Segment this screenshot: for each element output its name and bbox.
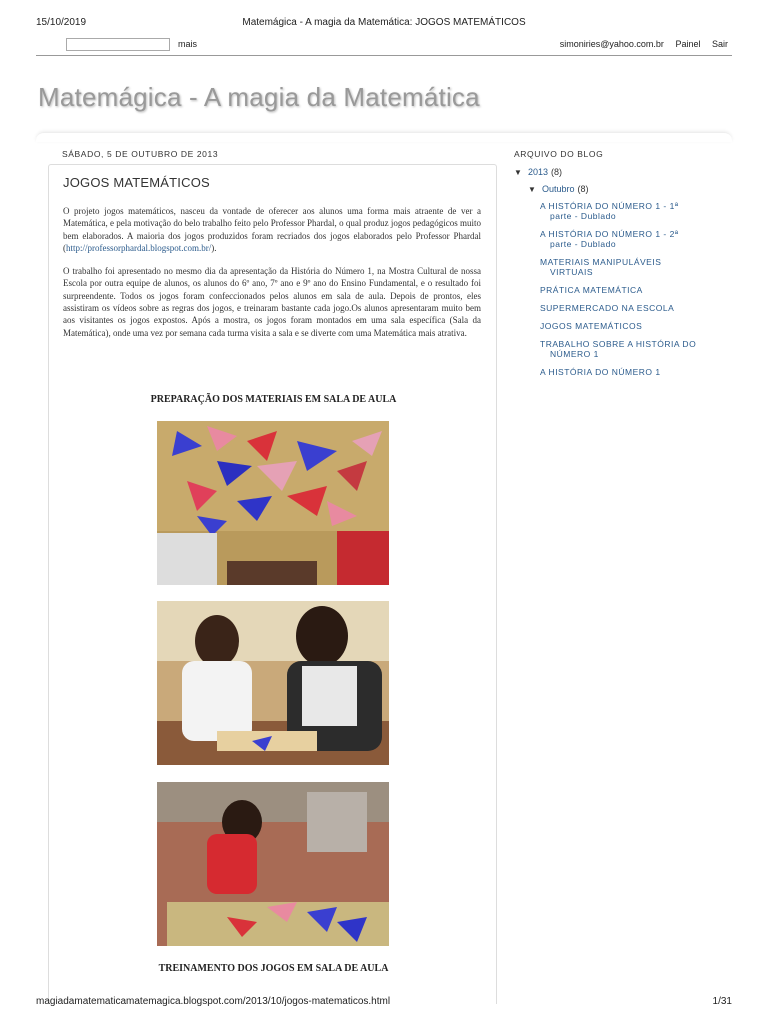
archive-post-link[interactable]: A HISTÓRIA DO NÚMERO 1 — [540, 367, 661, 377]
caption-training: TREINAMENTO DOS JOGOS EM SALA DE AULA — [158, 963, 389, 974]
photo-triangles-table — [157, 421, 389, 585]
post-body — [63, 205, 481, 350]
month-count: (8) — [577, 184, 589, 194]
year-count: (8) — [551, 167, 563, 177]
archive-post-link[interactable]: MATERIAIS MANIPULÁVEIS VIRTUAIS — [540, 257, 662, 277]
logout-link[interactable]: Sair — [711, 39, 728, 49]
post-paragraph-2: O trabalho foi apresentado no mesmo dia da apresentação da História do Número 1, na Mostra Cultural de nossa Escola por outra equipe de alunos, os alunos do 6º ano, 7º ano e 9º ano do Ensino Fundamental, e o resultado foi surpreendente. Todos os jogos foram confeccionados pelos alunos em sala de aula. Depois de prontos, eles assistiram os vídeos sobre as regras dos jogos, e treinaram bastante cada jogo.Os alunos apresentaram muito bem aos visitantes os jogos expostos. Após a mostra, os jogos foram montados em uma sala específica (Sala da Matemática), onde uma vez por semana cada turma visita a sala e se diverte com uma Matemática mais atrativa. — [63, 266, 481, 338]
photo-student-red-shirt — [157, 782, 389, 946]
user-email[interactable]: simoniries@yahoo.com.br — [559, 39, 664, 49]
archive-posts-list — [540, 201, 714, 377]
post-paragraph-1: O projeto jogos matemáticos, nasceu da vontade de oferecer aos alunos uma forma mais atraente de ver a Matemática, e pela motivação do belo trabalho feito pelo Professor Phardal, o qual produz jogos pedagógicos muito bem elaborados. A maioria dos jogos produzidos foram recriados dos jogos elaborados pelo Professor Phardal (http://professorphardal.blogspot.com.br/). — [63, 206, 481, 253]
archive-post-link[interactable]: SUPERMERCADO NA ESCOLA — [540, 303, 675, 313]
expand-arrow-icon[interactable]: ▼ — [514, 167, 522, 177]
post-title[interactable]: JOGOS MATEMÁTICOS — [63, 175, 210, 190]
archive-post-link[interactable]: A HISTÓRIA DO NÚMERO 1 - 1ª parte - Dublado — [540, 201, 679, 221]
post-container — [48, 164, 497, 1004]
photo-students-working — [157, 601, 389, 765]
archive-month-october[interactable] — [528, 184, 714, 194]
search-input[interactable] — [66, 38, 170, 51]
phardal-link[interactable]: http://professorphardal.blogspot.com.br/ — [66, 242, 212, 253]
caption-preparation: PREPARAÇÃO DOS MATERIAIS EM SALA DE AULA — [150, 394, 397, 405]
archive-year-2013[interactable] — [514, 167, 714, 177]
blog-title[interactable]: Matemágica - A magia da Matemática — [38, 82, 480, 112]
page-number: 1/31 — [712, 996, 732, 1007]
month-link[interactable]: Outubro — [542, 184, 575, 194]
print-title: Matemágica - A magia da Matemática: JOGOS MATEMÁTICOS — [242, 17, 526, 28]
sidebar-blog-archive — [514, 149, 714, 385]
content-border — [36, 132, 732, 142]
archive-post-link[interactable]: TRABALHO SOBRE A HISTÓRIA DO NÚMERO 1 — [540, 339, 697, 359]
navbar-user-area — [551, 39, 728, 49]
more-link[interactable]: mais — [178, 39, 198, 49]
dashboard-link[interactable]: Painel — [675, 39, 701, 49]
archive-heading: ARQUIVO DO BLOG — [514, 149, 604, 159]
archive-post-link[interactable]: A HISTÓRIA DO NÚMERO 1 - 2ª parte - Dublado — [540, 229, 679, 249]
archive-post-link[interactable]: PRÁTICA MATEMÁTICA — [540, 285, 643, 295]
expand-arrow-icon[interactable]: ▼ — [528, 184, 536, 194]
blogger-navbar — [36, 36, 732, 56]
print-date: 15/10/2019 — [36, 17, 87, 28]
page-url: magiadamatematicamatemagica.blogspot.com/2013/10/jogos-matematicos.html — [36, 996, 391, 1007]
archive-post-link[interactable]: JOGOS MATEMÁTICOS — [540, 321, 643, 331]
year-link[interactable]: 2013 — [528, 167, 549, 177]
post-date: SÁBADO, 5 DE OUTUBRO DE 2013 — [62, 149, 219, 159]
